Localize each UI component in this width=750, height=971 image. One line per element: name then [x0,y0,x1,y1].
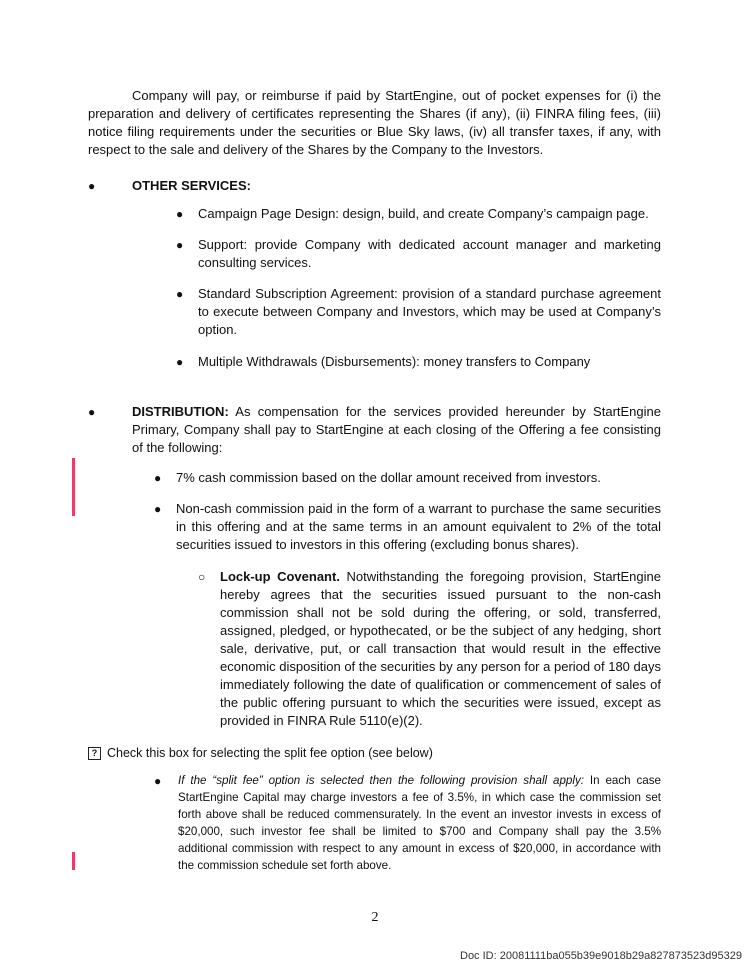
lockup-text: Notwithstanding the foregoing provision, StartEngine hereby agrees that the securities issued pursuant to the non-cash commission shall not be sold during the offering, or sold, transferred, assigned, pledged, or hypothecated, or be the subject of any hedging, short sale, derivative, put, or call transaction that would result in the effective economic disposition of the securities by any person for a period of 180 days immediately following the date of qualification or commencement of sales of the public offering pursuant to which the securities were issued, except as provided in FINRA Rule 5110(e)(2). [220,569,661,728]
service-support: Support: provide Company with dedicated account manager and marketing consulting services. [198,237,661,270]
split-fee-paragraph [178,772,661,874]
bullet-icon: ● [88,179,96,193]
doc-id: Doc ID: 20081111ba055b39e9018b29a827873523d95329 [460,950,742,962]
lockup-covenant-row [198,568,661,730]
service-withdrawals: Multiple Withdrawals (Disbursements): money transfers to Company [198,354,591,369]
lockup-paragraph [220,568,661,730]
bullet-icon: ● [154,502,162,516]
non-cash-commission: Non-cash commission paid in the form of a warrant to purchase the same securities in this offering and at the same terms in an amount equivalent to 2% of the total securities issued to investors in this offering (excluding bonus shares). [176,501,661,552]
intro-paragraph: Company will pay, or reimburse if paid by StartEngine, out of pocket expenses for (i) the preparation and delivery of certificates representing the Shares (if any), (ii) FINRA filing fees, (iii) notice filing requirements under the securities or Blue Sky laws, (iv) all transfer taxes, if any, with respect to the sale and delivery of the Shares by the Company to the Investors. [88,88,661,157]
list-item [154,469,661,487]
page-number: 2 [371,910,379,925]
lockup-heading: Lock-up Covenant. [220,569,340,584]
split-fee-checkbox-label: Check this box for selecting the split fee option (see below) [107,746,433,760]
change-bar [72,852,75,870]
bullet-icon: ● [176,355,184,369]
distribution-text: As compensation for the services provided hereunder by StartEngine Primary, Company shall pay to StartEngine at each closing of the Offering a fee consisting of the following: [132,404,661,455]
split-fee-row [154,772,661,874]
bullet-icon: ● [176,238,184,252]
hollow-bullet-icon: ○ [198,570,206,584]
list-item [176,205,661,223]
distribution-heading: DISTRIBUTION: [132,404,229,419]
list-item [176,353,661,371]
list-item [154,500,661,554]
bullet-icon: ● [176,287,184,301]
bullet-icon: ● [176,207,184,221]
service-campaign-page: Campaign Page Design: design, build, and create Company’s campaign page. [198,206,649,221]
distribution-paragraph [132,403,661,457]
bullet-icon: ● [154,471,162,485]
list-item [176,285,661,339]
split-fee-text: In each case StartEngine Capital may charge investors a fee of 3.5%, in which case the commission set forth above shall be reduced commensurately. In the event an investor invests in excess of $20,000, such investor fee shall be limited to $700 and Company shall pay the 3.5% additional commission with respect to any amount in excess of $20,000, in accordance with the commission schedule set forth above. [178,774,661,872]
list-item [176,236,661,272]
cash-commission: 7% cash commission based on the dollar amount received from investors. [176,470,601,485]
other-services-heading-row [88,177,648,195]
distribution-row [88,403,661,457]
bullet-icon: ● [88,405,96,419]
change-bar [72,458,75,516]
split-fee-checkbox-row[interactable] [88,744,433,762]
split-fee-condition: If the “split fee” option is selected then the following provision shall apply: [178,774,584,787]
other-services-heading: OTHER SERVICES: [132,178,251,193]
bullet-icon: ● [154,774,162,788]
service-subscription-agreement: Standard Subscription Agreement: provision of a standard purchase agreement to execute between Company and Investors, which may be used at Company’s option. [198,286,661,337]
split-fee-checkbox[interactable]: ? [88,747,101,760]
